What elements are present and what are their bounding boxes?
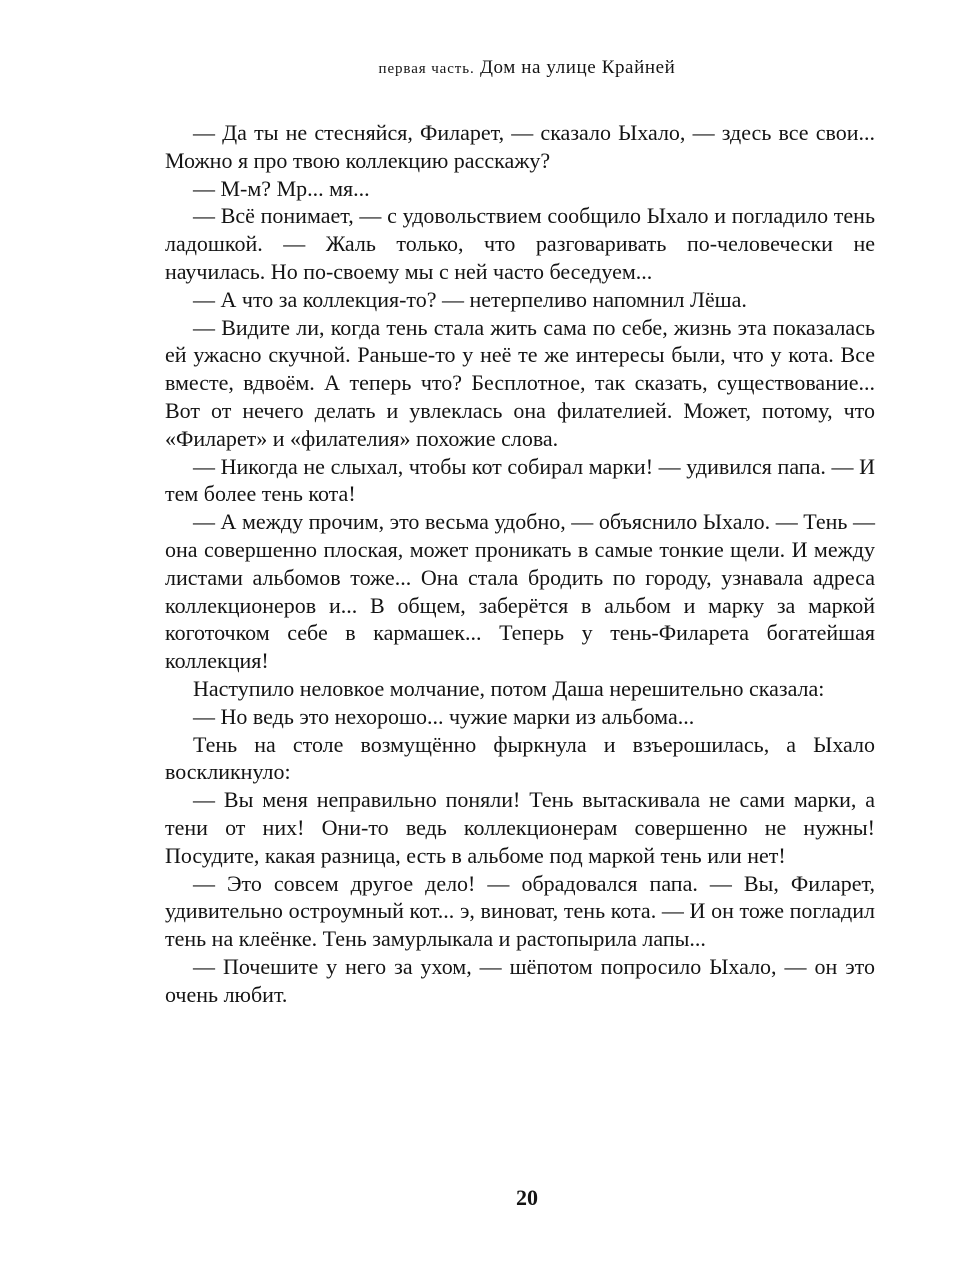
paragraph-11: — Вы меня неправильно поняли! Тень вытаскивала не сами марки, а тени от них! Они-то ведь коллекционерам совершенно не нужны! Посудите, какая разница, есть в альбоме под маркой тень или нет!	[165, 787, 875, 868]
paragraph-3: — Всё понимает, — с удовольствием сообщило Ыхало и погладило тень ладошкой. — Жаль только, что разговаривать по-человечески не научилась. Но по-своему мы с ней часто беседуем...	[165, 203, 875, 284]
paragraph-7: — А между прочим, это весьма удобно, — объяснило Ыхало. — Тень — она совершенно плоская, может проникать в самые тонкие щели. И между листами альбомов тоже... Она стала бродить по городу, узнавала адреса коллекционеров и... В общем, заберётся в альбом и марку за маркой коготочком себе в кармашек... Теперь у тень-Филарета богатейшая коллекция!	[165, 509, 875, 674]
paragraph-6: — Никогда не слыхал, чтобы кот собирал марки! — удивился папа. — И тем более тень кота!	[165, 453, 875, 507]
page-number: 20	[516, 1185, 538, 1210]
paragraph-8: Наступило неловкое молчание, потом Даша нерешительно сказала:	[193, 675, 825, 701]
paragraph-4: — А что за коллекция-то? — нетерпеливо напомнил Лёша.	[193, 286, 747, 312]
running-head-title: Дом на улице Крайней	[480, 57, 676, 78]
paragraph-5: — Видите ли, когда тень стала жить сама по себе, жизнь эта показалась ей ужасно скучной. Раньше-то у неё те же интересы были, что у кота. Все вместе, вдвоём. А теперь что? Бесплотное, так сказать, существование... Вот от нечего делать и увлеклась она филателией. Может, потому, что «Филарет» и «филателия» похожие слова.	[165, 314, 875, 451]
paragraph-13: — Почешите у него за ухом, — шёпотом попросило Ыхало, — он это очень любит.	[165, 953, 875, 1007]
paragraph-10: Тень на столе возмущённо фыркнула и взъерошилась, а Ыхало воскликнуло:	[165, 731, 875, 785]
paragraph-9: — Но ведь это нехорошо... чужие марки из альбома...	[193, 703, 695, 729]
running-head	[0, 54, 974, 83]
body-text	[165, 119, 875, 1009]
paragraph-12: — Это совсем другое дело! — обрадовался папа. — Вы, Филарет, удивительно остроумный кот... э, виноват, тень кота. — И он тоже погладил тень на клеёнке. Тень замурлыкала и растопырила лапы...	[165, 870, 875, 952]
paragraph-2: — М-м? Мр... мя...	[193, 175, 370, 201]
running-head-part: первая часть.	[378, 61, 475, 77]
paragraph-1: — Да ты не стесняйся, Филарет, — сказало Ыхало, — здесь все свои... Можно я про твою коллекцию расскажу?	[165, 120, 875, 173]
